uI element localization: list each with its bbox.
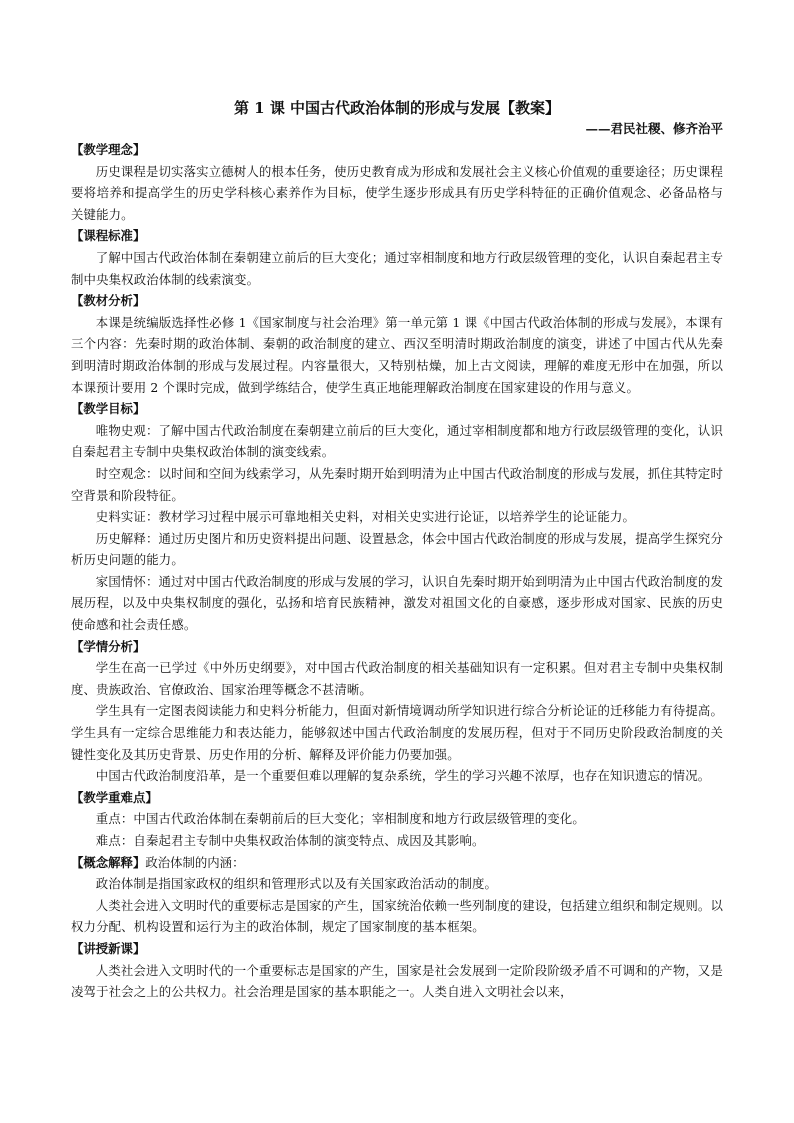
difficulty-paragraph: 难点：自秦起君主专制中央集权政治体制的演变特点、成因及其影响。 bbox=[95, 833, 485, 848]
section-heading-philosophy: 【教学理念】 bbox=[71, 142, 146, 157]
section-heading-concept bbox=[71, 852, 723, 874]
philosophy-paragraph: 历史课程是切实落实立德树人的根本任务，使历史教育成为形成和发展社会主义核心价值观的重要途径；历史课程要将培养和提高学生的历史学科核心素养作为目标，使学生逐步形成具有历史学科特征的正确价值观念、必备品格与关键能力。 bbox=[71, 163, 723, 222]
goal-evidence-paragraph: 史料实证：教材学习过程中展示可靠地相关史料，对相关史实进行论证，以培养学生的论证能力。 bbox=[95, 509, 636, 525]
page-subtitle: ——君民社稷、修齐治平 bbox=[585, 121, 723, 136]
page-title: 第 1 课 中国古代政治体制的形成与发展【教案】 bbox=[233, 99, 561, 117]
learners-paragraph-2: 学生具有一定图表阅读能力和史料分析能力，但面对新情境调动所学知识进行综合分析论证的迁移能力有待提高。学生具有一定综合思维能力和表达能力，能够叙述中国古代政治制度的发展历程，但对于不同历史阶段政治制度的关键性变化及其历史背景、历史作用的分析、解释及评价能力仍要加强。 bbox=[71, 703, 723, 762]
concept-heading-label: 【概念解释】 bbox=[71, 854, 146, 870]
document-page bbox=[71, 97, 723, 1003]
key-point-paragraph: 重点：中国古代政治体制在秦朝前后的巨大变化；宰相制度和地方行政层级管理的变化。 bbox=[95, 811, 585, 827]
goal-patriotism-paragraph: 家国情怀：通过对中国古代政治制度的形成与发展的学习，认识自先秦时期开始到明清为止中国古代政治制度的发展历程，以及中央集权制度的强化，弘扬和培育民族精神，激发对祖国文化的自豪感，逐步形成对国家、民族的历史使命感和社会责任感。 bbox=[71, 573, 723, 633]
section-heading-key-points: 【教学重难点】 bbox=[71, 789, 158, 805]
section-heading-goals: 【教学目标】 bbox=[71, 401, 146, 417]
analysis-paragraph: 本课是统编版选择性必修 1《国家制度与社会治理》第一单元第 1 课《中国古代政治体制的形成与发展》，本课有三个内容：先秦时期的政治体制、秦朝的政治制度的建立、西汉至明清时期政治制度的演变，讲述了中国古代从先秦到明清时期政治体制的形成与发展过程。内容量很大，又特别枯燥，加上古文阅读，理解的难度无形中在加强，所以本课预计要用 2 个课时完成，做到学练结合，使学生真正地能理解政治制度在国家建设的作用与意义。 bbox=[71, 314, 723, 395]
goal-materialism-paragraph: 唯物史观：了解中国古代政治制度在秦朝建立前后的巨大变化，通过宰相制度都和地方行政层级管理的变化，认识自秦起君主专制中央集权政治体制的演变线索。 bbox=[71, 422, 723, 460]
new-lesson-paragraph: 人类社会进入文明时代的一个重要标志是国家的产生，国家是社会发展到一定阶段阶级矛盾不可调和的产物，又是凌驾于社会之上的公共权力。社会治理是国家的基本职能之一。人类自进入文明社会以来， bbox=[71, 962, 723, 1000]
goal-spacetime-paragraph: 时空观念：以时间和空间为线索学习，从先秦时期开始到明清为止中国古代政治制度的形成与发展，抓住其特定时空背景和阶段特征。 bbox=[71, 465, 723, 503]
standard-paragraph: 了解中国古代政治体制在秦朝建立前后的巨大变化；通过宰相制度和地方行政层级管理的变化，认识自秦起君主专制中央集权政治体制的线索演变。 bbox=[71, 249, 723, 287]
concept-paragraph-2: 人类社会进入文明时代的重要标志是国家的产生，国家统治依赖一些列制度的建设，包括建立组织和制定规则。以权力分配、机构设置和运行为主的政治体制，规定了国家制度的基本框架。 bbox=[71, 897, 723, 935]
concept-paragraph-1: 政治体制是指国家政权的组织和管理形式以及有关国家政治活动的制度。 bbox=[95, 876, 498, 892]
learners-paragraph-3: 中国古代政治制度沿革，是一个重要但难以理解的复杂系统，学生的学习兴趣不浓厚，也存在知识遗忘的情况。 bbox=[95, 768, 711, 784]
concept-heading-text: 政治体制的内涵： bbox=[145, 854, 245, 870]
section-heading-standard: 【课程标准】 bbox=[71, 228, 146, 244]
learners-paragraph-1: 学生在高一已学过《中外历史纲要》，对中国古代政治制度的相关基础知识有一定积累。但对君主专制中央集权制度、贵族政治、官僚政治、国家治理等概念不甚清晰。 bbox=[71, 660, 723, 697]
section-heading-learners: 【学情分析】 bbox=[71, 638, 146, 654]
goal-interpretation-paragraph: 历史解释：通过历史图片和历史资料提出问题、设置悬念，体会中国古代政治制度的形成与发展，提高学生探究分析历史问题的能力。 bbox=[71, 530, 723, 568]
section-heading-analysis: 【教材分析】 bbox=[71, 293, 146, 309]
section-heading-new-lesson: 【讲授新课】 bbox=[71, 940, 146, 956]
